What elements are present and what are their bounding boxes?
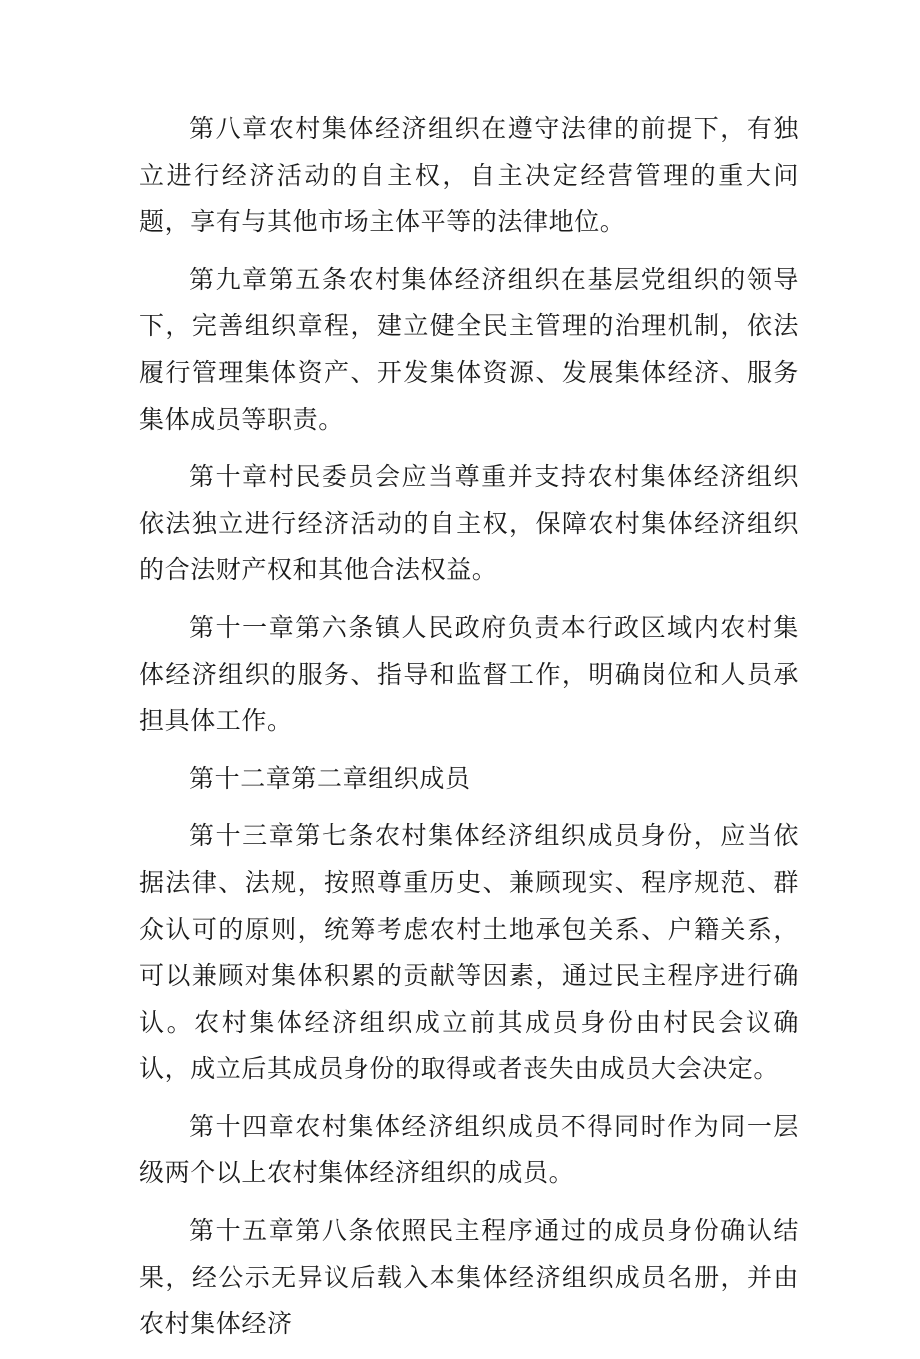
paragraph-chapter-13: 第十三章第七条农村集体经济组织成员身份，应当依据法律、法规，按照尊重历史、兼顾现实、程序规范、群众认可的原则，统筹考虑农村土地承包关系、户籍关系，可以兼顾对集体积累的贡献等因素，通过民主程序进行确认。农村集体经济组织成立前其成员身份由村民会议确认，成立后其成员身份的取得或者丧失由成员大会决定。 <box>139 821 799 1084</box>
paragraph-chapter-11: 第十一章第六条镇人民政府负责本行政区域内农村集体经济组织的服务、指导和监督工作，明确岗位和人员承担具体工作。 <box>139 612 799 736</box>
paragraph-chapter-9: 第九章第五条农村集体经济组织在基层党组织的领导下，完善组织章程，建立健全民主管理的治理机制，依法履行管理集体资产、开发集体资源、发展集体经济、服务集体成员等职责。 <box>139 264 799 434</box>
paragraph-chapter-12: 第十二章第二章组织成员 <box>189 763 471 793</box>
document-body <box>139 106 799 1359</box>
paragraph-chapter-15: 第十五章第八条依照民主程序通过的成员身份确认结果，经公示无异议后载入本集体经济组织成员名册，并由农村集体经济 <box>139 1216 799 1339</box>
paragraph-chapter-14: 第十四章农村集体经济组织成员不得同时作为同一层级两个以上农村集体经济组织的成员。 <box>139 1111 799 1188</box>
paragraph-chapter-8: 第八章农村集体经济组织在遵守法律的前提下，有独立进行经济活动的自主权，自主决定经营管理的重大问题，享有与其他市场主体平等的法律地位。 <box>139 114 799 237</box>
paragraph-chapter-10: 第十章村民委员会应当尊重并支持农村集体经济组织依法独立进行经济活动的自主权，保障农村集体经济组织的合法财产权和其他合法权益。 <box>139 462 799 585</box>
